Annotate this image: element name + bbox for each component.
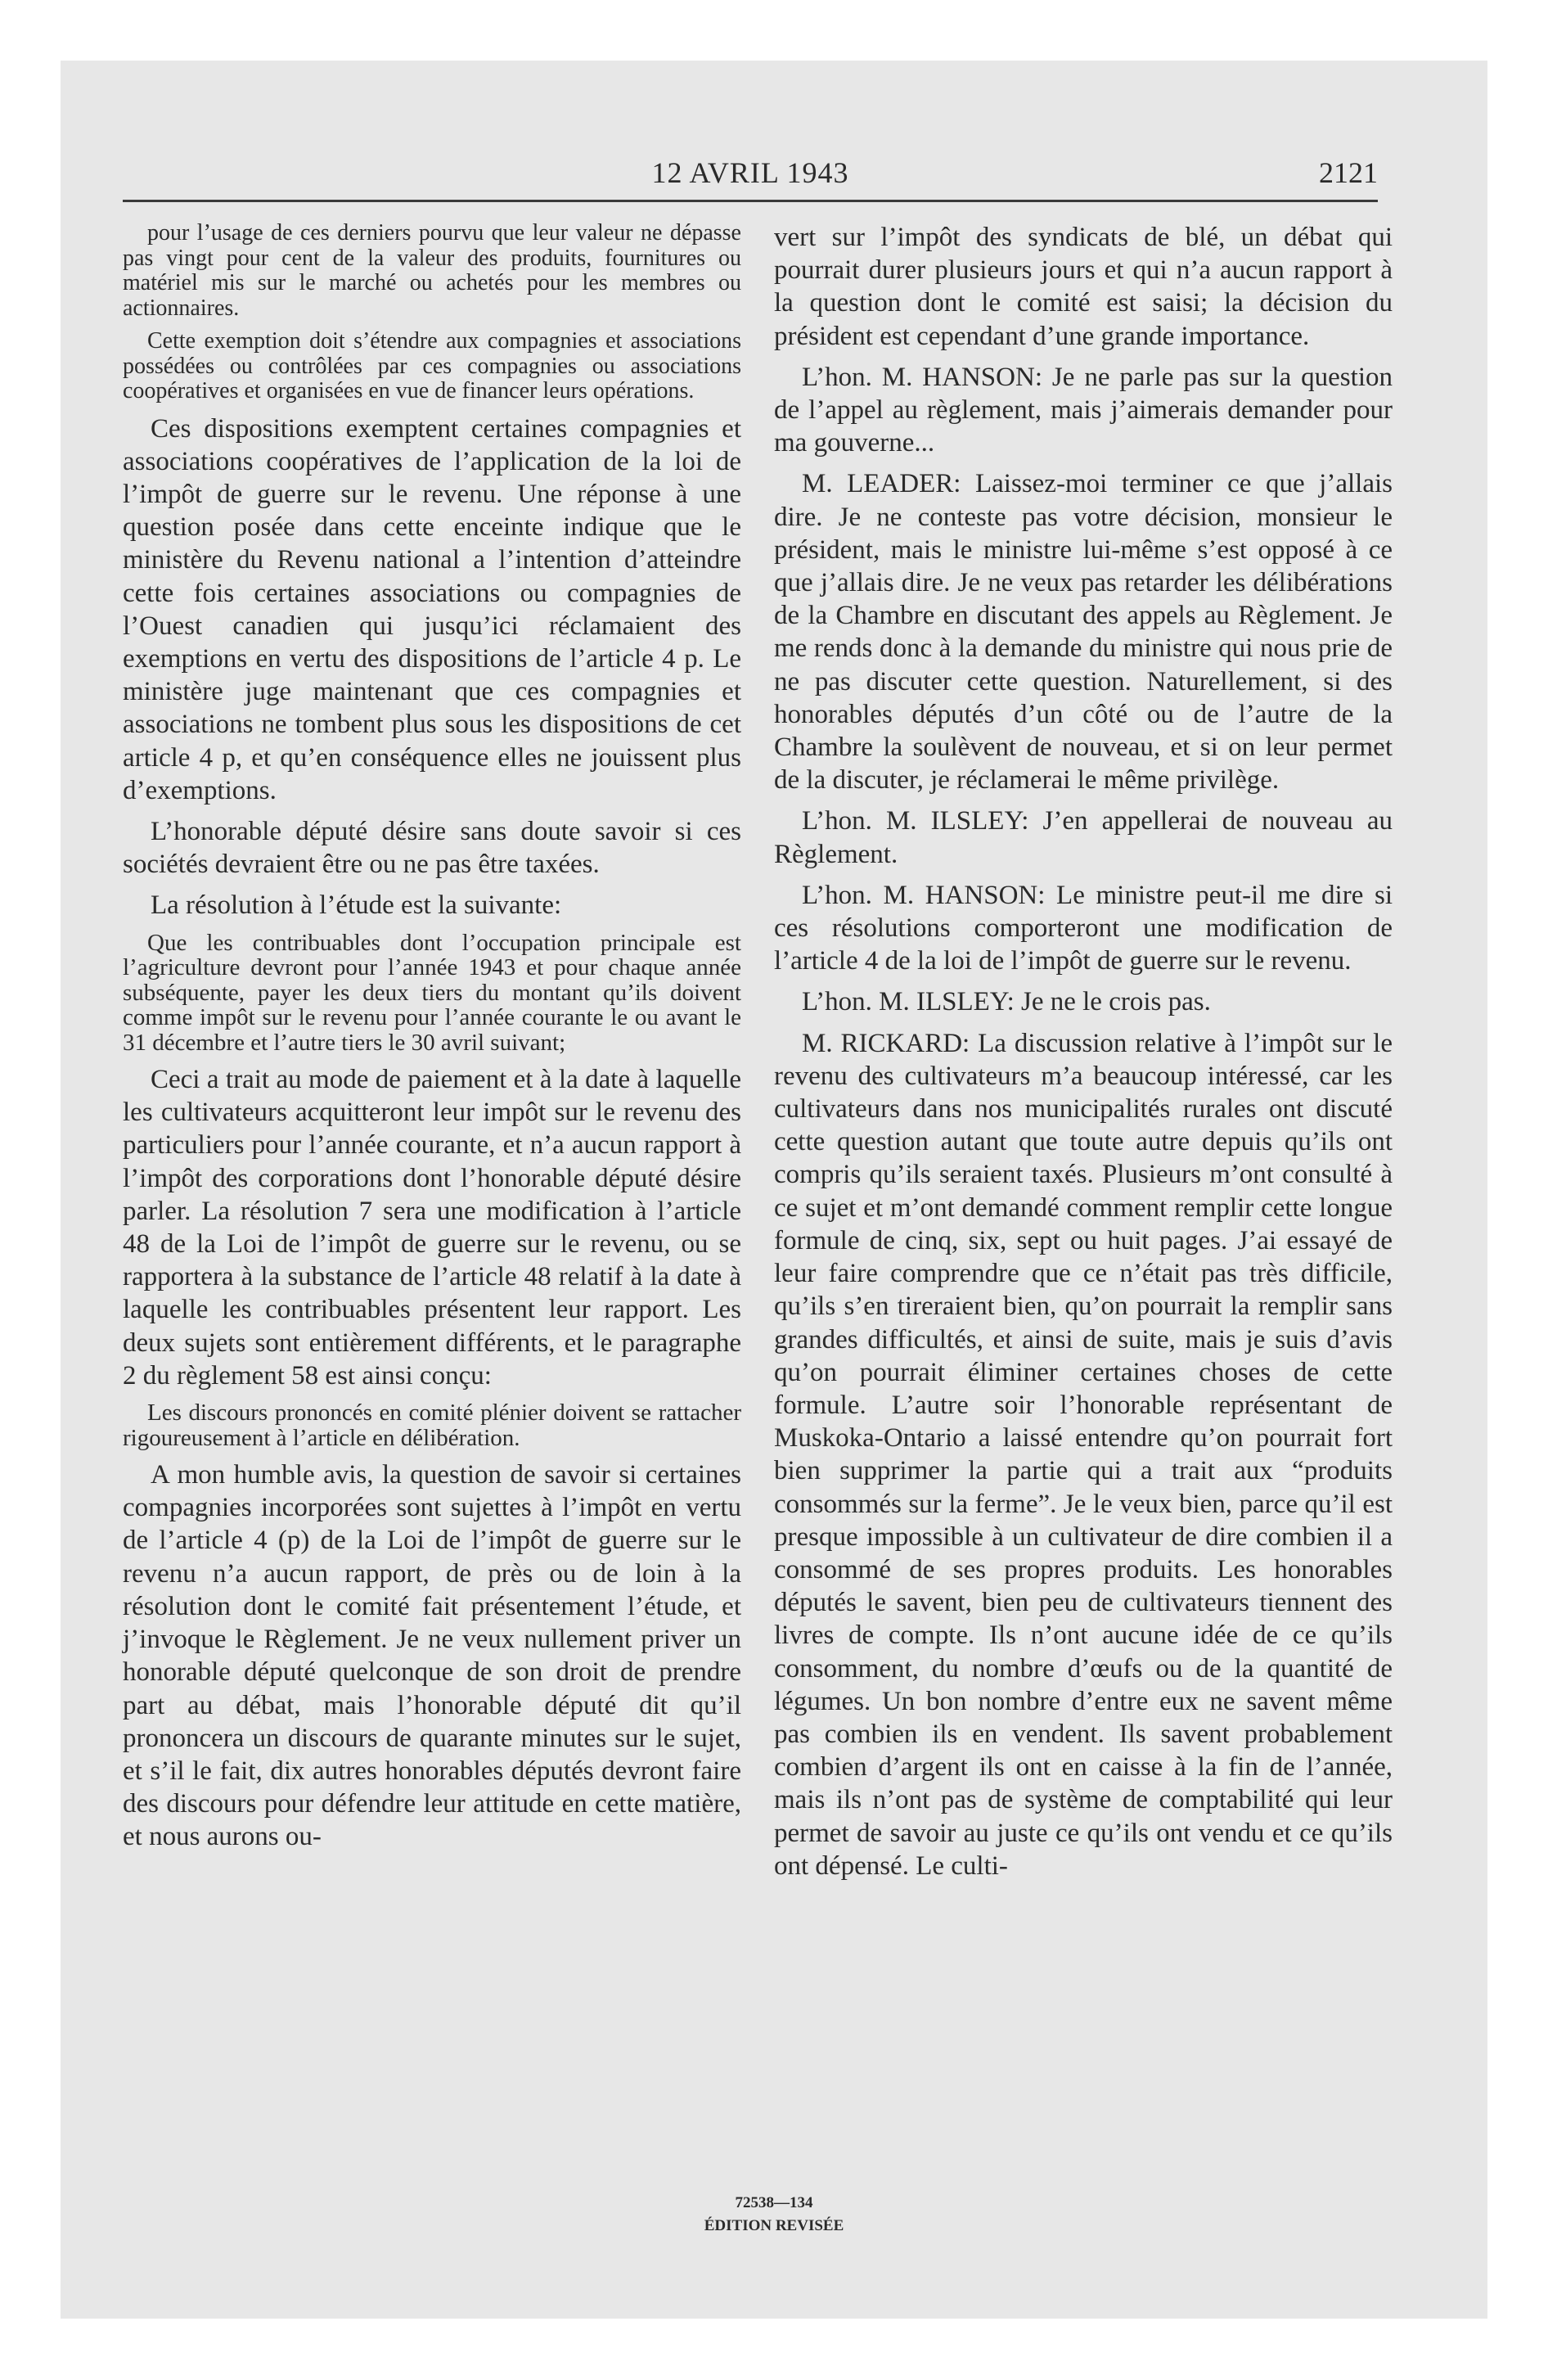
paragraph: M. RICKARD: La discussion relative à l’impôt sur le revenu des cultivateurs m’a beaucoup intéressé, car les cultivateurs dans nos municipalités rurales ont discuté cette question autant que toute autre depuis qu’ils ont compris qu’ils seraient taxés. Plusieurs m’ont consulté à ce sujet et m’ont demandé comment remplir cette longue formule de cinq, six, sept ou huit pages. J’ai essayé de leur faire comprendre que ce n’était pas très difficile, qu’ils s’en tireraient bien, qu’on pourrait la remplir sans grandes difficultés, et ainsi de suite, mais je suis d’avis qu’on pourrait éliminer certaines choses de cette formule. L’autre soir l’honorable représentant de Muskoka-Ontario a laissé entendre qu’on pourrait fort bien supprimer la partie qui a trait aux “produits consommés sur la ferme”. Je le veux bien, parce qu’il est presque impossible à un cultivateur de dire combien il a consommé de ses propres produits. Les honorables députés le savent, bien peu de cultivateurs tiennent des livres de compte. Ils n’ont aucune idée de ce qu’ils consomment, du nombre d’œufs ou de la quantité de légumes. Un bon nombre d’entre eux ne savent même pas combien ils en vendent. Ils savent probablement combien d’argent ils ont en caisse à la fin de l’année, mais ils n’ont pas de système de comptabilité qui leur permet de savoir au juste ce qu’ils ont vendu et ce qu’ils ont dépensé. Le culti- — [774, 1028, 1393, 1881]
paragraph: M. LEADER: Laissez-moi terminer ce que j’allais dire. Je ne conteste pas votre décision, monsieur le président, mais le ministre lui-même s’est opposé à ce que j’allais dire. Je ne veux pas retarder les délibérations de la Chambre en discutant des appels au Règlement. Je me rends donc à la demande du ministre qui nous prie de ne pas discuter cette question. Naturellement, si des honorables députés d’un côté ou de l’autre de la Chambre la soulèvent de nouveau, et si on leur permet de la discuter, je réclamerai le même privilège. — [774, 469, 1393, 796]
paragraph: La résolution à l’étude est la suivante: — [151, 890, 562, 921]
paragraph: Les discours prononcés en comité plénier doivent se rattacher rigoureusement à l’article en délibération. — [123, 1400, 741, 1451]
paragraph: L’hon. M. HANSON: Le ministre peut-il me dire si ces résolutions comporteront une modification de l’article 4 de la loi de l’impôt de guerre sur le revenu. — [774, 880, 1393, 976]
paragraph: L’hon. M. HANSON: Je ne parle pas sur la question de l’appel au règlement, mais j’aimerais demander pour ma gouverne... — [774, 362, 1393, 458]
paragraph: pour l’usage de ces derniers pourvu que leur valeur ne dépasse pas vingt pour cent de la valeur des produits, fournitures ou matériel mis sur le marché ou achetés pour les membres ou actionnaires. — [123, 220, 741, 321]
paragraph: L’hon. M. ILSLEY: J’en appellerai de nouveau au Règlement. — [774, 806, 1393, 869]
right-column — [774, 221, 1393, 1891]
paragraph: L’hon. M. ILSLEY: Je ne le crois pas. — [802, 987, 1211, 1017]
paragraph: Ces dispositions exemptent certaines compagnies et associations coopératives de l’application de la loi de l’impôt de guerre sur le revenu. Une réponse à une question posée dans cette enceinte indique que le ministère du Revenu national a l’intention d’atteindre cette fois certaines associations ou compagnies de l’Ouest canadien qui jusqu’ici réclamaient des exemptions en vertu des dispositions de l’article 4 p. Le ministère juge maintenant que ces compagnies et associations ne tombent plus sous les dispositions de cet article 4 p, et qu’en conséquence elles ne jouissent plus d’exemptions. — [123, 413, 741, 805]
page-footer — [0, 2192, 1548, 2238]
footer-edition: ÉDITION REVISÉE — [704, 2217, 844, 2234]
left-column — [123, 221, 741, 1862]
header-date: 12 AVRIL 1943 — [651, 156, 849, 189]
page-header — [123, 149, 1378, 198]
paragraph: Ceci a trait au mode de paiement et à la date à laquelle les cultivateurs acquitteront leur impôt sur le revenu des particuliers pour l’année courante, et n’a aucun rapport à l’impôt des corporations dont l’honorable député désire parler. La résolution 7 sera une modification à l’article 48 de la Loi de l’impôt de guerre sur le revenu, ou se rapportera à la substance de l’article 48 relatif à la date à laquelle les contribuables présentent leur rapport. Les deux sujets sont entièrement différents, et le paragraphe 2 du règlement 58 est ainsi conçu: — [123, 1065, 741, 1391]
footer-code: 72538—134 — [735, 2194, 813, 2211]
paragraph: L’honorable député désire sans doute savoir si ces sociétés devraient être ou ne pas être taxées. — [123, 816, 741, 880]
paragraph: A mon humble avis, la question de savoir si certaines compagnies incorporées sont sujettes à l’impôt en vertu de l’article 4 (p) de la Loi de l’impôt de guerre sur le revenu n’a aucun rapport, de près ou de loin à la résolution dont le comité fait présentement l’étude, et j’invoque le Règlement. Je ne veux nullement priver un honorable député quelconque de son droit de prendre part au débat, mais l’honorable député dit qu’il prononcera un discours de quarante minutes sur le sujet, et s’il le fait, dix autres honorables députés devront faire des discours pour défendre leur attitude en cette matière, et nous aurons ou- — [123, 1460, 741, 1852]
paragraph: Cette exemption doit s’étendre aux compagnies et associations possédées ou contrôlées par ces compagnies ou associations coopératives et organisées en vue de financer leurs opérations. — [123, 328, 741, 403]
paragraph: vert sur l’impôt des syndicats de blé, un débat qui pourrait durer plusieurs jours et qui n’a aucun rapport à la question dont le comité est saisi; la décision du président est cependant d’une grande importance. — [774, 223, 1393, 351]
header-rule — [123, 200, 1378, 202]
page-number: 2121 — [1319, 156, 1378, 189]
paragraph: Que les contribuables dont l’occupation principale est l’agriculture devront pour l’année 1943 et pour chaque année subséquente, payer les deux tiers du montant qu’ils doivent comme impôt sur le revenu pour l’année courante le ou avant le 31 décembre et l’autre tiers le 30 avril suivant; — [123, 929, 741, 1056]
